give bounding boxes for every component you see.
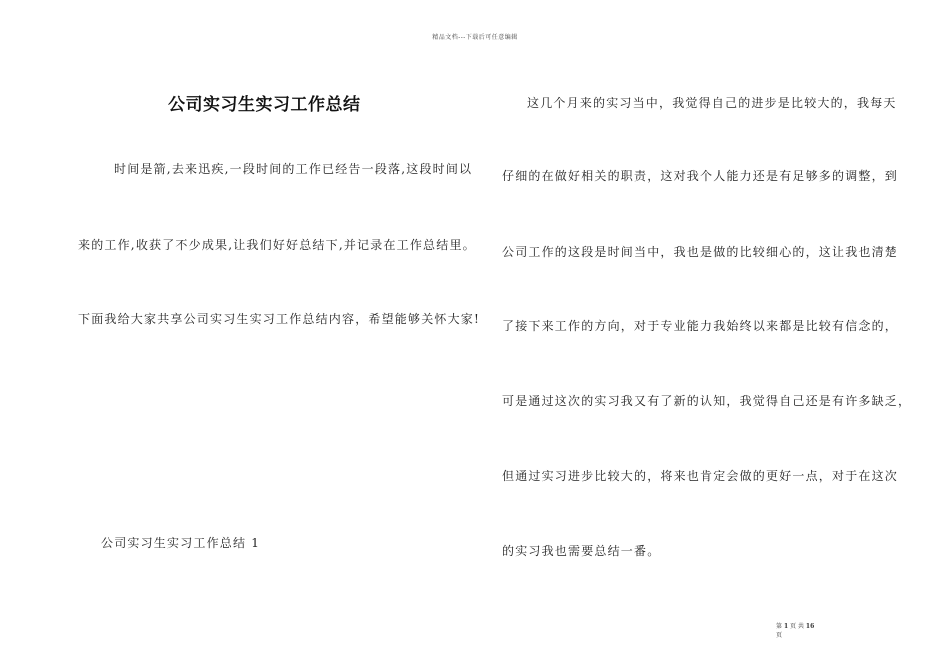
document-title: 公司实习生实习工作总结 [168, 95, 361, 115]
page-number-footer [776, 622, 814, 640]
paragraph-line: 了接下来工作的方向，对于专业能力我始终以来都是比较有信念的， [502, 319, 899, 333]
current-page-number: 1 [783, 623, 789, 630]
paragraph-line: 来的工作,收获了不少成果,让我们好好总结下,并记录在工作总结里。 [78, 238, 476, 252]
paragraph-line: 时间是箭,去来迅疾,一段时间的工作已经告一段落,这段时间以 [114, 162, 473, 176]
paragraph-line: 可是通过这次的实习我又有了新的认知，我觉得自己还是有许多缺乏， [502, 394, 912, 408]
paragraph-line: 这几个月来的实习当中，我觉得自己的进步是比较大的，我每天 [527, 96, 897, 110]
paragraph-line: 公司工作的这段是时间当中，我也是做的比较细心的，这让我也清楚 [502, 245, 899, 259]
paragraph-line: 但通过实习进步比较大的，将来也肯定会做的更好一点，对于在这次 [502, 469, 899, 483]
section-subheading: 公司实习生实习工作总结 1 [101, 536, 261, 550]
paragraph-line: 的实习我也需要总结一番。 [502, 544, 661, 558]
page-suffix: 页 [776, 632, 783, 639]
paragraph-line: 仔细的在做好相关的职责，这对我个人能力还是有足够多的调整，到 [502, 169, 899, 183]
total-page-count: 16 [805, 623, 815, 630]
header-note: 精品文档---下载后可任意编辑 [432, 34, 518, 41]
page-middle-text: 页 共 [790, 623, 804, 630]
page-prefix: 第 [776, 623, 783, 630]
paragraph-line: 下面我给大家共享公司实习生实习工作总结内容，希望能够关怀大家! [78, 312, 481, 326]
